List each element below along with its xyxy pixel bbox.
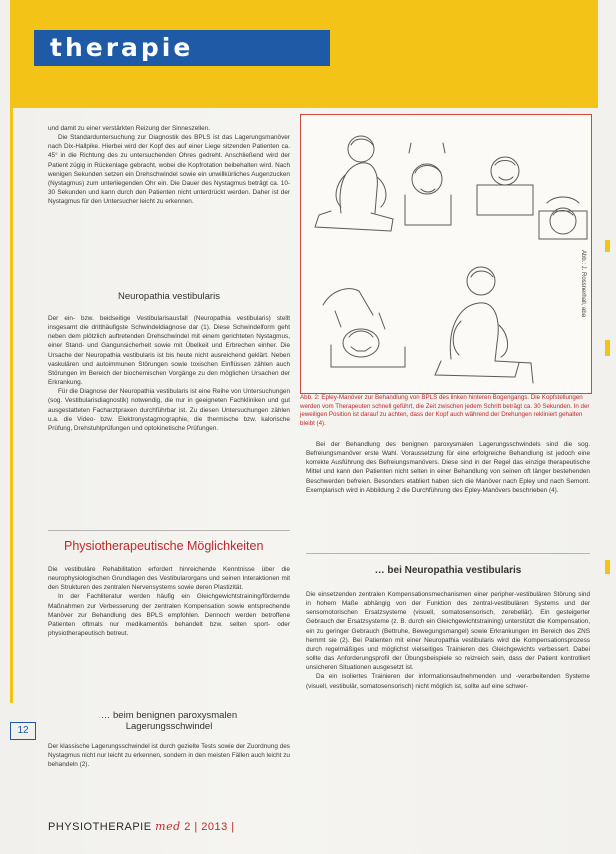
paragraph: Für die Diagnose der Neuropathia vestibularis ist eine Reihe von Untersuchungen (sog. Vestibularisdiagnostik) notwendig, die nur in geeigneten Fachkliniken und gut ausgestatteten Facharztpraxen durchführbar ist. Zu diesen Untersuchungen zählen u.a. die Video- bzw. Elektronystagmographie, die thermische bzw. kalorische Prüfung, Drehstuhlprüfungen und optokinetische Prüfungen. <box>48 388 290 432</box>
epley-illustration <box>301 115 591 393</box>
paragraph: Die einsetzenden zentralen Kompensationsmechanismen einer peripher-vestibulären Störung sind in hohem Maße abhängig von der Funktion des zentral-vestibulären Systems und der sensomotorischen Ersatzsysteme (visuell, somatosensorisch, zerebellär). Ein gesteigerter Gebrauch der Ersatzsysteme (z. B. durch ein Gleichgewichtstraining) unterstützt die Kompensation, ein zu geringer Gebrauch (Bettruhe, Bewegungsmangel) sowie Erkrankungen im Bereich des ZNS hemmt sie (2). Bei Patienten mit einer Neuropathia vestibularis wird die Kompensationsprozess durch regelmäßiges und möglichst vielseitiges Trainieren des Gleichgewichts verbessert. Dabei sollte das Anforderungsprofil der Übungsbeispiele so reizreich sein, dass der Patient kontrolliert unsicheren Situationen ausgesetzt ist. <box>306 591 590 672</box>
epley-text <box>306 440 590 495</box>
margin-rule <box>10 108 13 703</box>
image-credit: Abb.: J. Rossnerhall, aba <box>580 250 586 318</box>
couch-2 <box>405 195 451 225</box>
patient-head-5 <box>343 329 379 357</box>
patient-torso-6 <box>450 303 498 361</box>
couch-3 <box>477 185 533 215</box>
couch-4 <box>539 211 587 239</box>
couch-1 <box>315 211 393 231</box>
edge-tab <box>605 240 610 252</box>
neuropathia-therapy-text <box>306 590 590 691</box>
patient-head-1 <box>348 136 374 162</box>
divider <box>48 530 290 531</box>
bppv-text <box>48 742 290 769</box>
patient-head-4 <box>550 208 576 234</box>
magazine-footer <box>48 820 235 833</box>
epley-figure <box>300 114 592 394</box>
heading-line: … beim benignen paroxysmalen <box>100 710 238 721</box>
divider <box>306 553 590 554</box>
paragraph: Da ein isoliertes Trainieren der informationsaufnehmenden und -verarbeitenden Systeme (visuell, vestibulär, somatosensorisch) nicht möglich ist, sollte auf eine schwer- <box>306 673 590 690</box>
intro-text <box>48 124 290 206</box>
edge-tab <box>605 340 610 356</box>
heading-line: Lagerungsschwindel <box>125 721 213 732</box>
section-heading-physio: Physiotherapeutische Möglichkeiten <box>64 539 264 553</box>
paragraph: und damit zu einer verstärkten Reizung der Sinneszellen. <box>48 125 210 132</box>
section-heading-neuropathia: Neuropathia vestibularis <box>118 291 220 302</box>
section-title: therapie <box>50 33 194 62</box>
couch-6 <box>435 361 519 377</box>
paragraph: Der klassische Lagerungsschwindel ist durch gezielte Tests sowie der Zuordnung des Nystagmus nicht nur leicht zu erkennen, sondern in den meisten Fällen auch leicht zu behandeln (2). <box>48 743 290 769</box>
section-heading-bppv <box>48 710 290 732</box>
paragraph: Der ein- bzw. beidseitige Vestibularisausfall (Neuropathia vestibularis) stellt insgesamt die dritthäufigste Schwindeldiagnose dar (1). Diese Schwindelform geht neben dem plötzlich auftretenden Drehschwindel mit einem gerichteten Nystagmus, einer Stand- und Gangunsicherheit sowie mit Übelkeit und Erbrechen einher. Die Ursache der Neuropathia vestibularis ist bis heute nicht ausreichend geklärt. Neben vaskulären und autoimmunen Störungen sowie toxischen Einflüssen zählen auch Störungen im Bereich der biochemischen Vorgänge zu den möglichen Ursachen der Erkrankung. <box>48 315 290 387</box>
neuropathia-text <box>48 314 290 433</box>
patient-head-3 <box>491 157 519 185</box>
patient-torso-1 <box>340 163 377 213</box>
figure-caption: Abb. 2: Epley-Manöver zur Behandlung von BPLS des linken hinteren Bogengangs. Die Kopfstellungen werden vom Therapeuten schnell geführt, die Zeit zwischen jedem Schritt beträgt ca. 30 Sekunden. In der jeweiligen Position ist darauf zu achten, dass der Kopf auch während der Drehungen rekliniert gehalten bleibt (4). <box>300 394 590 427</box>
paragraph: Bei der Behandlung des benignen paroxysmalen Lagerungsschwindels sind die sog. Befreiungsmanöver erste Wahl. Voraussetzung für eine erfolgreiche Behandlung ist jedoch eine korrekte Ausführung des Befreiungsmanövers. Diese sind in der Regel das einzige therapeutische Mittel und kann den Patienten nicht selten in einer Behandlung von seinen oft länger bestehenden Beschwerden befreien. Besonders etabliert haben sich die Manöver nach Epley und nach Semont. Exemplarisch wird in Abbildung 2 die Durchführung des Epley-Manövers beschrieben (4). <box>306 441 590 494</box>
issue-number: 2 | 2013 | <box>184 821 235 833</box>
section-heading-neuropathia-right: … bei Neuropathia vestibularis <box>374 565 522 576</box>
physio-text <box>48 565 290 638</box>
paragraph: In der Fachliteratur werden häufig ein Gleichgewichtstraining/fördernde Maßnahmen zur Verbesserung der zentralen Kompensation sowie entsprechende Manöver zur Behandlung des BPLS empfohlen. Dennoch werden betroffene Patienten oftmals nur medikamentös behandelt bzw. selten sport- oder physiotherapeutisch betreut. <box>48 593 290 638</box>
magazine-suffix: med <box>155 820 181 833</box>
magazine-name: PHYSIOTHERAPIE <box>48 821 152 833</box>
paragraph: Die Standarduntersuchung zur Diagnostik des BPLS ist das Lagerungsmanöver nach Dix-Hallpike. Hierbei wird der Kopf des auf einer Liege sitzenden Patienten ca. 45° in die Richtung des zu untersuchenden Ohres gedreht. Anschließend wird der Patient zügig in Rückenlage gebracht, wobei die Kopfrotation beibehalten wird. Nach wenigen Sekunden setzen ein Drehschwindel sowie ein unwillkürliches Augenzucken (Nystagmus) zum unterliegenden Ohr ein. Die Dauer des Nystagmus beträgt ca. 10-30 Sekunden und kann durch den Patienten nicht unterdrückt werden. Daher ist der Nystagmus für den Untersucher leicht zu erkennen. <box>48 134 290 206</box>
edge-tab <box>605 560 610 574</box>
page-number: 12 <box>10 722 36 740</box>
paragraph: Die vestibuläre Rehabilitation erfordert hinreichende Kenntnisse über die neurophysiologischen Grundlagen des Vestibularorgans und seinen Interaktionen mit den Strukturen des zentralen Nervensystems sowie deren Plastizität. <box>48 566 290 592</box>
